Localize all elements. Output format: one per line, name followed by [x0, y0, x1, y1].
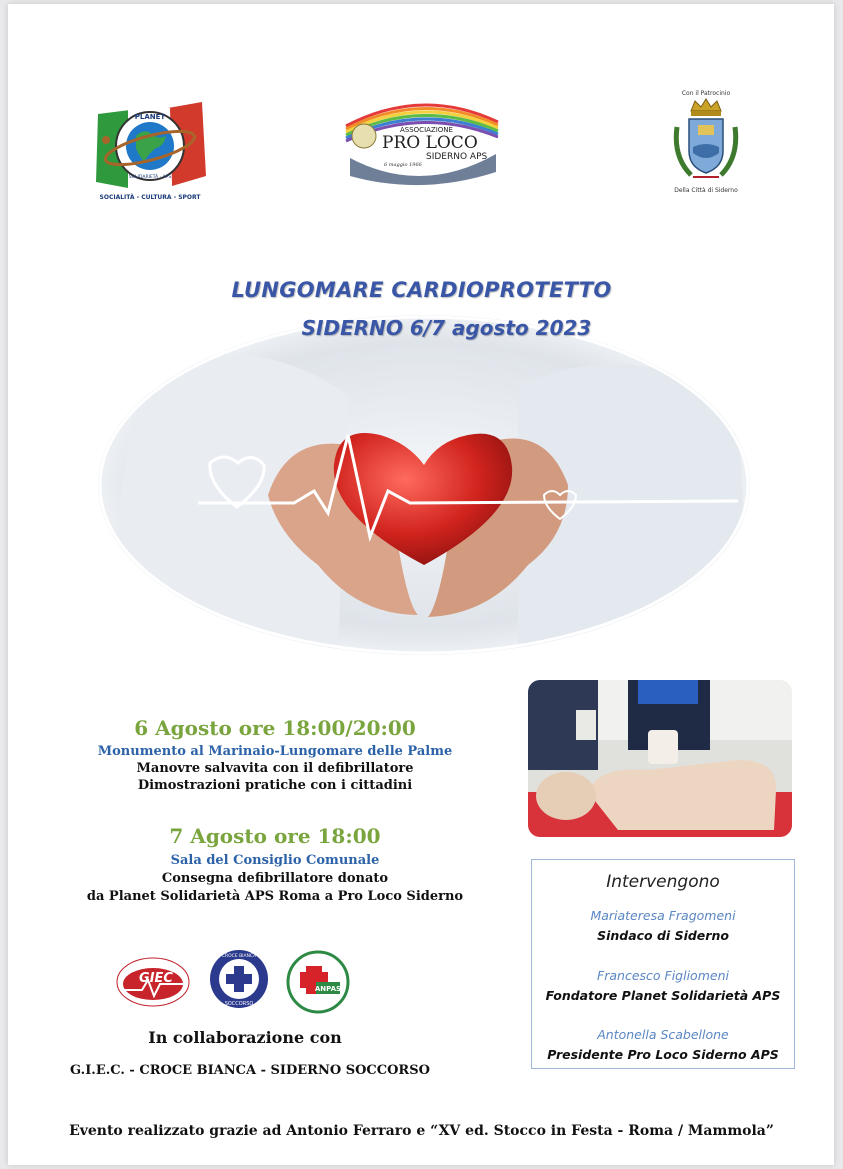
croce-bianca-logo	[208, 948, 270, 1010]
planet-motto: SOCIALITÀ - CULTURA - SPORT	[99, 194, 201, 201]
event-2-place: Sala del Consiglio Comunale	[170, 853, 380, 868]
planet-ring-bottom: SOLIDARIETÀ · APS	[128, 175, 172, 180]
event-subtitle: SIDERNO 6/7 agosto 2023	[301, 316, 592, 340]
speakers-heading: Intervengono	[606, 872, 720, 892]
event-2-date: 7 Agosto ore 18:00	[169, 824, 381, 848]
planet-logo	[88, 96, 210, 206]
partner-organizations: G.I.E.C. - CROCE BIANCA - SIDERNO SOCCORSO	[70, 1063, 430, 1078]
proloco-logo	[340, 92, 504, 192]
collaboration-heading: In collaborazione con	[148, 1028, 342, 1047]
proloco-line3: SIDERNO APS	[426, 152, 488, 162]
comune-shield-icon	[671, 97, 741, 183]
anpas-text: ANPAS	[314, 985, 342, 993]
croce-bianca-sub: SOCCORSO	[224, 1001, 254, 1007]
speaker-3-role: Presidente Pro Loco Siderno APS	[547, 1047, 779, 1062]
speaker-2-role: Fondatore Planet Solidarietà APS	[545, 988, 781, 1003]
croce-bianca-text: CROCE BIANCA	[221, 954, 257, 959]
event-1-place: Monumento al Marinaio-Lungomare delle Palme	[97, 744, 453, 759]
anpas-siderno-soccorso-logo	[286, 950, 350, 1014]
event-title: LUNGOMARE CARDIOPROTETTO	[231, 278, 612, 302]
footer-credit: Evento realizzato grazie ad Antonio Ferraro e “XV ed. Stocco in Festa - Roma / Mammola”	[69, 1123, 774, 1139]
proloco-line1: ASSOCIAZIONE	[400, 126, 453, 134]
cpr-training-photo	[528, 680, 792, 837]
comune-top-text: Con il Patrocinio	[681, 90, 731, 97]
speaker-1-role: Sindaco di Siderno	[597, 928, 729, 943]
speaker-2-name: Francesco Figliomeni	[597, 968, 729, 983]
event-day-1	[60, 716, 490, 793]
proloco-date: 6 maggio 1966	[384, 162, 422, 168]
speaker-3-name: Antonella Scabellone	[597, 1027, 729, 1042]
speakers-box	[531, 859, 795, 1069]
event-1-line-2: Dimostrazioni pratiche con i cittadini	[137, 778, 413, 793]
speaker-1-name: Mariateresa Fragomeni	[590, 908, 736, 923]
event-1-line-1: Manovre salvavita con il defibrillatore	[136, 761, 414, 776]
giec-logo	[112, 952, 194, 1012]
event-day-2	[60, 824, 490, 904]
event-2-line-2: da Planet Solidarietà APS Roma a Pro Loco Siderno	[86, 889, 464, 904]
event-1-date: 6 Agosto ore 18:00/20:00	[134, 716, 416, 740]
comune-crest	[658, 88, 754, 202]
comune-bottom-text: Della Città di Siderno	[674, 187, 738, 194]
giec-logo-text: GIEC	[139, 971, 173, 986]
planet-ring-text: PLANET	[134, 113, 166, 121]
event-2-line-1: Consegna defibrillatore donato	[161, 871, 389, 886]
heart-hands-image	[98, 315, 750, 655]
proloco-line2: PRO LOCO	[382, 133, 478, 153]
